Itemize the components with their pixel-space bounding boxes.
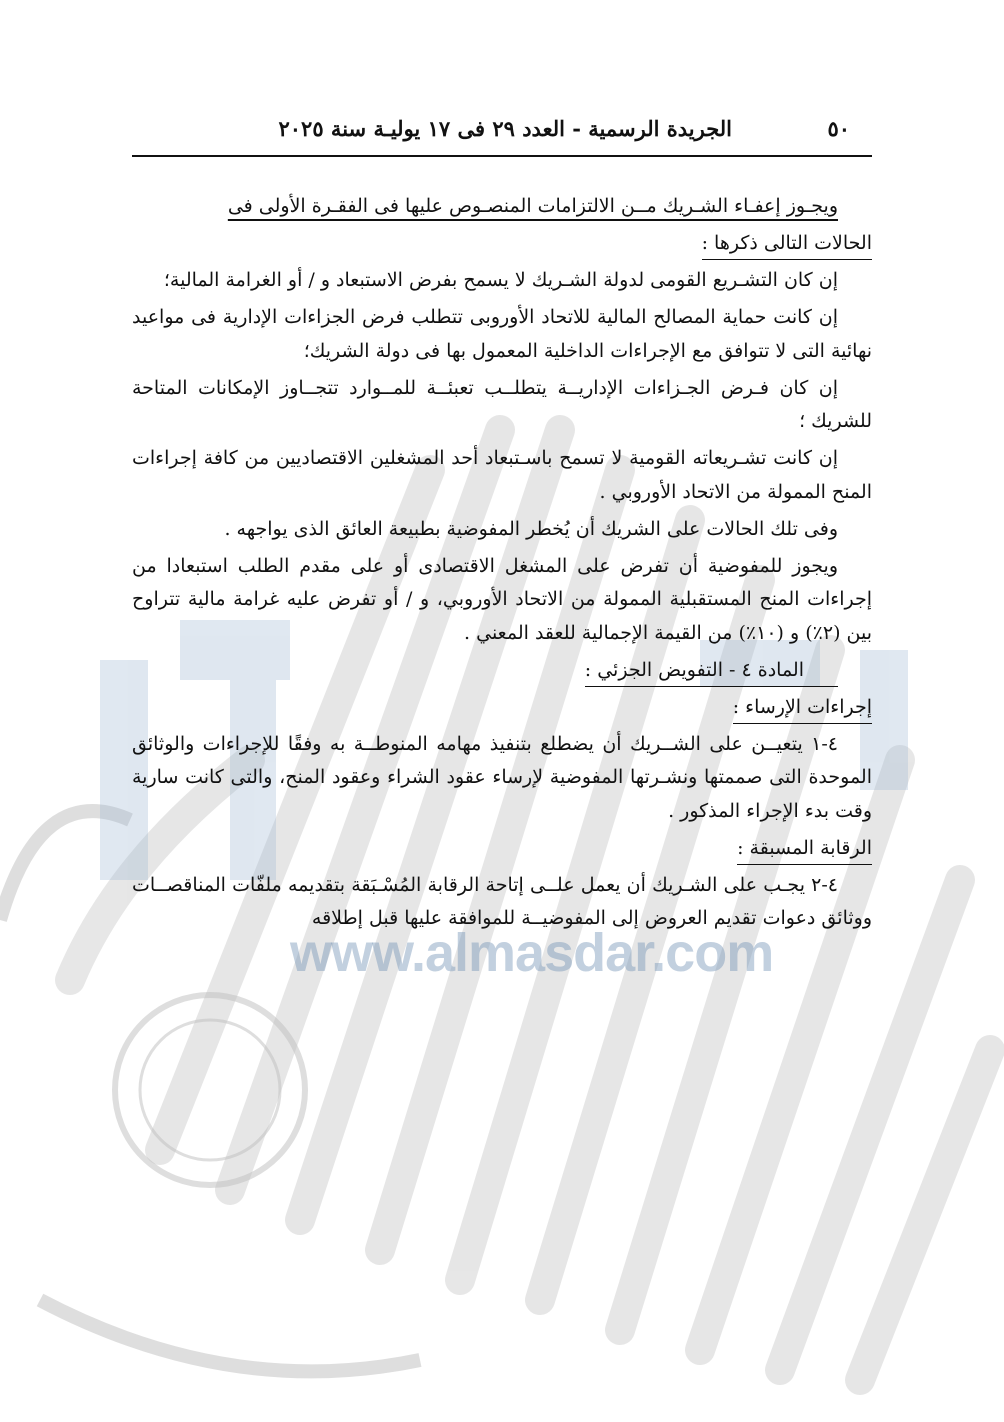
paragraph-text: ويجـوز إعفـاء الشـريك مــن الالتزامات المنصـوص عليها فى الفقـرة الأولى فى [227, 195, 838, 217]
article-title: المادة ٤ - التفويض الجزئي : [585, 655, 838, 687]
section-title: إجراءات الإرساء : [733, 692, 872, 724]
paragraph-case-3: إن كان فـرض الجـزاءات الإداريــة يتطلــب تعبئــة للمــوارد تتجــاوز الإمكانات المتاحة للشريك ؛ [132, 376, 872, 432]
header-divider [132, 155, 872, 157]
gazette-title: الجريدة الرسمية - العدد ٢٩ فى ١٧ يوليـة سنة ٢٠٢٥ [278, 116, 732, 141]
section-heading-award [132, 691, 872, 725]
paragraph-exemption-continuation [132, 227, 872, 261]
paragraph-penalty: ويجوز للمفوضية أن تفرض على المشغل الاقتصادى أو على مقدم الطلب استبعادا من إجراءات المنح المستقبلية الممولة من الاتحاد الأوروبي، و / أو تفرض عليه غرامة مالية تتراوح بين (٢٪) و (١٠٪) من القيمة الإجمالية للعقد المعني . [132, 554, 872, 644]
document-body [132, 190, 872, 939]
paragraph-notify: وفى تلك الحالات على الشريك أن يُخطر المفوضية بطبيعة العائق الذى يواجهه . [224, 517, 838, 540]
section-heading-ex-ante [132, 832, 872, 866]
paragraph-case-1: إن كان التشـريع القومى لدولة الشـريك لا يسمح بفرض الاستبعاد و / أو الغرامة المالية؛ [163, 269, 838, 291]
paragraph-exemption [132, 190, 872, 224]
watermark-url: www.almasdar.com [290, 923, 774, 983]
page-number: ٥٠ [827, 116, 850, 141]
paragraph-4-1: ٤-١ يتعيــن على الشــريك أن يضطلع بتنفيذ مهامه المنوطــة به وفقًا للإجراءات والوثائق الموحدة التى صممتها ونشـرتها المفوضية لإرساء عقود الشراء وعقود المنح، والتى كانت سارية وقت بدء الإجراء المذكور . [132, 732, 872, 822]
article-heading [132, 654, 872, 688]
section-title: الرقابة المسبقة : [737, 833, 872, 865]
paragraph-4-2: ٤-٢ يجـب على الشـريك أن يعمل علــى إتاحة الرقابة المُسْـبَقة بتقديمه ملفّات المناقصــات ووثائق دعوات تقديم العروض إلى المفوضيــة للموافقة عليها قبل إطلاقه [132, 873, 872, 929]
paragraph-case-4: إن كانت تشـريعاته القومية لا تسمح باسـتبعاد أحد المشغلين الاقتصاديين من كافة إجراءات المنح الممولة من الاتحاد الأوروبي . [132, 447, 872, 503]
page-header [132, 114, 872, 150]
paragraph-case-2: إن كانت حماية المصالح المالية للاتحاد الأوروبى تتطلب فرض الجزاءات الإدارية فى مواعيد نهائية التى لا تتوافق مع الإجراءات الداخلية المعمول بها فى دولة الشريك؛ [132, 306, 872, 362]
paragraph-text: الحالات التالى ذكرها : [702, 228, 872, 260]
